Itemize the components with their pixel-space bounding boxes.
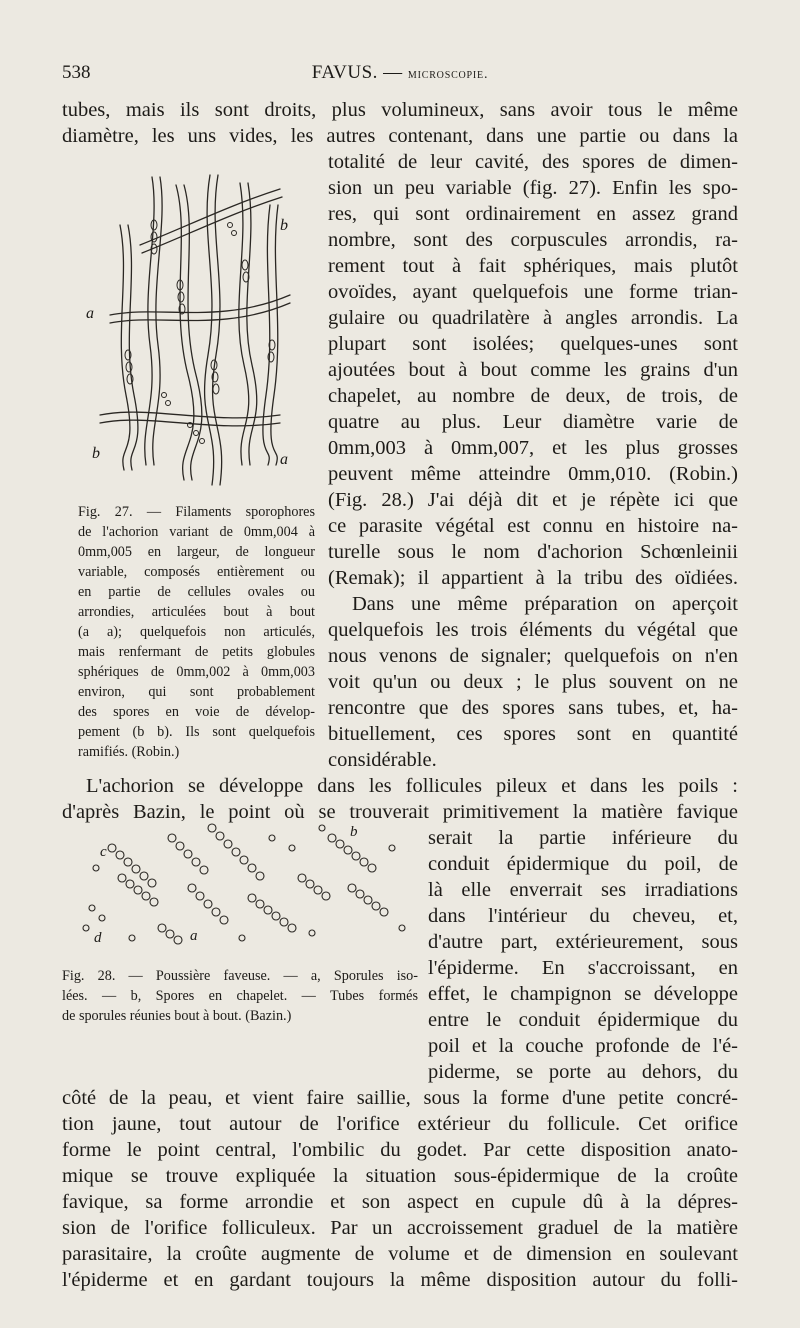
text-line: voit qu'un ou deux ; le plus souvent on ne [328,671,738,693]
text-line: quatre au plus. Leur diamètre varie de [328,411,738,433]
running-title-sub: microscopie. [407,67,489,82]
text-line: ovoïdes, ayant quelquefois une forme trian- [328,281,738,303]
figure-28 [72,818,412,958]
text-line: d'autre part, extérieurement, sous [428,931,738,953]
text-line: (Fig. 28.) J'ai déjà dit et je répète ici que [328,489,738,511]
text-line: nombre, sont des corpuscules arrondis, ra- [328,229,738,251]
caption-27-line: arrondies, articulées bout à bout [78,604,315,620]
text-line: Dans une même préparation on aperçoit [352,593,738,615]
figure-28-label-b: b [350,824,358,840]
figure-28-drawing [72,818,412,958]
text-line: effet, le champignon se développe [428,983,738,1005]
text-line: parasitaire, la croûte augmente de volume et de dimension en soulevant [62,1243,738,1265]
text-line: ajoutées bout à bout comme les grains d'un [328,359,738,381]
text-line: 0mm,003 à 0mm,007, et les plus grosses [328,437,738,459]
caption-27-line: des spores en voie de dévelop- [78,704,315,720]
figure-28-label-a: a [190,928,198,944]
spore-chain-group [125,220,275,444]
figure-28-label-d: d [94,930,102,946]
spore-chain-group [108,824,388,944]
text-line: poil et la couche profonde de l'é- [428,1035,738,1057]
figure-28-label-c: c [100,844,107,860]
text-line: là elle enverrait ses irradiations [428,879,738,901]
filament-group [100,175,290,485]
caption-27-line: mais renfermant de petits globules [78,644,315,660]
text-line: d'après Bazin, le point où se trouverait primitivement la matière favique [62,801,738,823]
text-line: gulaire ou quadrilatère à angles arrondis. La [328,307,738,329]
caption-28-line: Fig. 28. — Poussière faveuse. — a, Sporules iso- [62,968,418,984]
text-line: tion jaune, tout autour de l'orifice extérieur du follicule. Cet orifice [62,1113,738,1135]
running-title-main: FAVUS. — [311,62,408,83]
text-line: diamètre, les uns vides, les autres contenant, dans une partie ou dans la [62,125,738,147]
caption-27-line: Fig. 27. — Filaments sporophores [78,504,315,520]
caption-28-line: lées. — b, Spores en chapelet. — Tubes formés [62,988,418,1004]
running-header [62,62,738,90]
caption-27-line: variable, composés entièrement ou [78,564,315,580]
text-line: ce parasite végétal est connu en histoire na- [328,515,738,537]
text-line: forme le point central, l'ombilic du godet. Par cette disposition anato- [62,1139,738,1161]
caption-27-line: en partie de cellules ovales ou [78,584,315,600]
caption-27-line: pement (b b). Ils sont quelquefois [78,724,315,740]
isolated-sporules-group [83,825,405,941]
caption-27-line: ramifiés. (Robin.) [78,744,180,760]
text-line: chapelet, au nombre de deux, de trois, de [328,385,738,407]
caption-27-line: environ, qui sont probablement [78,684,315,700]
caption-27-line: de l'achorion variant de 0mm,004 à [78,524,315,540]
text-line: mique se trouve expliquée la situation sous-épidermique de la croûte [62,1165,738,1187]
text-line: piderme, se porte au dehors, du [428,1061,738,1083]
figure-27-drawing [80,165,302,495]
figure-27-label-b-bottom: b [92,445,100,462]
text-line: serait la partie inférieure du [428,827,738,849]
text-line: l'épiderme et en gardant toujours la même disposition autour du folli- [62,1269,738,1291]
caption-27-line: (a a); quelquefois non articulés, [78,624,315,640]
text-line: totalité de leur cavité, des spores de dimen- [328,151,738,173]
text-line: (Remak); il appartient à la tribu des oïdiées. [328,567,738,589]
text-line: tubes, mais ils sont droits, plus volumineux, sans avoir tous le même [62,99,738,121]
caption-27-line: 0mm,005 en largeur, de longueur [78,544,315,560]
text-line: dans l'intérieur du cheveu, et, [428,905,738,927]
text-line: bituellement, ces spores sont en quantité [328,723,738,745]
figure-27-label-b-top: b [280,217,288,234]
text-line: côté de la peau, et vient faire saillie, sous la forme d'une petite concré- [62,1087,738,1109]
text-line: l'épiderme. En s'accroissant, en [428,957,738,979]
text-line: plupart sont isolées; quelques-unes sont [328,333,738,355]
figure-27-label-a-left: a [86,305,94,322]
text-line: L'achorion se développe dans les follicules pileux et dans les poils : [86,775,738,797]
caption-27-line: sphériques de 0mm,002 à 0mm,003 [78,664,315,680]
text-line: entre le conduit épidermique du [428,1009,738,1031]
text-line: considérable. [328,749,437,771]
text-line: quelquefois les trois éléments du végétal que [328,619,738,641]
text-line: favique, sa forme arrondie et son aspect en cupule dû à la dépres- [62,1191,738,1213]
text-line: conduit épidermique du poil, de [428,853,738,875]
page-number: 538 [62,62,91,83]
figure-27-label-a-right: a [280,451,288,468]
figure-27 [80,165,302,495]
running-title [62,62,738,84]
text-line: rencontre que des spores sans tubes, et, ha- [328,697,738,719]
text-line: nous venons de signaler; quelquefois on n'en [328,645,738,667]
caption-28-line: de sporules réunies bout à bout. (Bazin.) [62,1008,292,1024]
text-line: sion un peu variable (fig. 27). Enfin les spo- [328,177,738,199]
text-line: sion de l'orifice folliculeux. Par un accroissement graduel de la matière [62,1217,738,1239]
text-line: res, qui sont ordinairement en assez grand [328,203,738,225]
text-line: turelle sous le nom d'achorion Schœnleinii [328,541,738,563]
text-line: rement tout à fait sphériques, mais plutôt [328,255,738,277]
text-line: peuvent même atteindre 0mm,010. (Robin.) [328,463,738,485]
